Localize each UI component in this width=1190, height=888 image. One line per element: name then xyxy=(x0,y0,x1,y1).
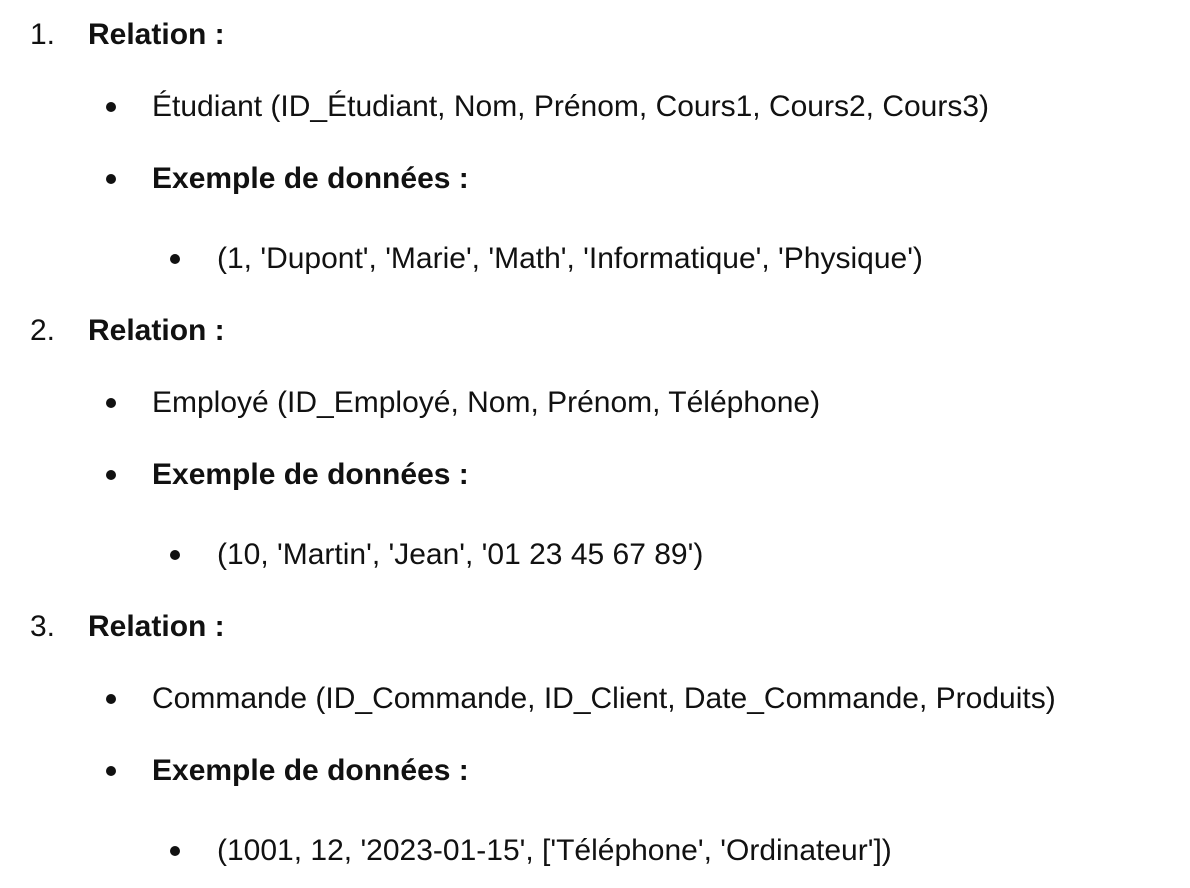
example-label: Exemple de données : xyxy=(152,162,469,195)
list-number: 1. xyxy=(30,18,56,51)
list-number: 2. xyxy=(30,314,56,347)
bullet-icon xyxy=(170,846,180,856)
example-label: Exemple de données : xyxy=(152,754,469,787)
relation-schema: Étudiant (ID_Étudiant, Nom, Prénom, Cours1, Cours2, Cours3) xyxy=(152,90,990,123)
example-data: (1001, 12, '2023-01-15', ['Téléphone', 'Ordinateur']) xyxy=(217,834,892,867)
list-number: 3. xyxy=(30,610,56,643)
relation-schema: Commande (ID_Commande, ID_Client, Date_Commande, Produits) xyxy=(152,682,1056,715)
relation-schema: Employé (ID_Employé, Nom, Prénom, Téléphone) xyxy=(152,386,821,419)
bullet-icon xyxy=(106,470,116,480)
bullet-icon xyxy=(106,694,116,704)
bullet-icon xyxy=(106,102,116,112)
relation-heading: Relation : xyxy=(88,314,225,347)
bullet-icon xyxy=(170,254,180,264)
bullet-icon xyxy=(106,174,116,184)
relation-heading: Relation : xyxy=(88,610,225,643)
example-data: (1, 'Dupont', 'Marie', 'Math', 'Informatique', 'Physique') xyxy=(217,242,923,275)
bullet-icon xyxy=(106,766,116,776)
example-data: (10, 'Martin', 'Jean', '01 23 45 67 89') xyxy=(217,538,704,571)
bullet-icon xyxy=(170,550,180,560)
relation-heading: Relation : xyxy=(88,18,225,51)
example-label: Exemple de données : xyxy=(152,458,469,491)
bullet-icon xyxy=(106,398,116,408)
